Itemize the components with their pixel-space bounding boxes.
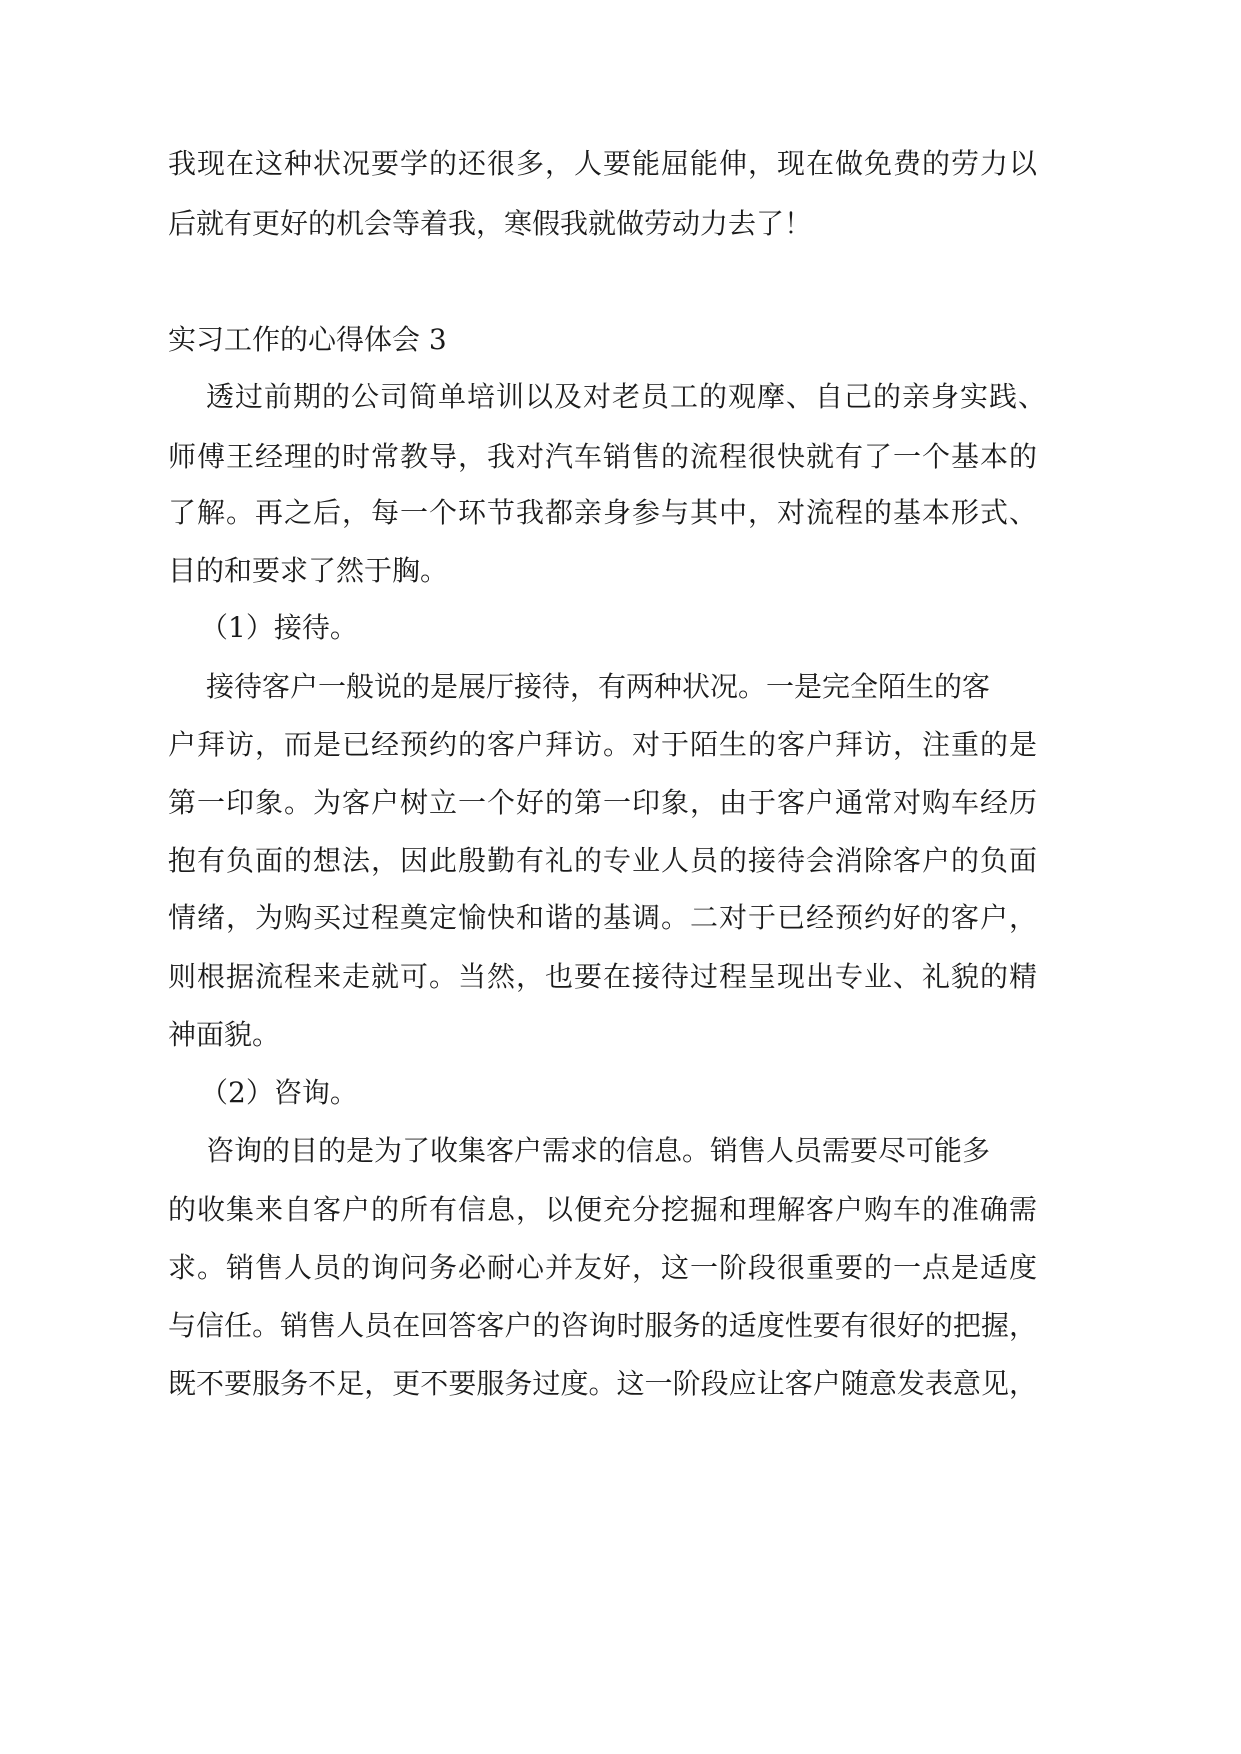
text-line: 后就有更好的机会等着我，寒假我就做劳动力去了！ (168, 207, 813, 240)
text-line: 户拜访，而是已经预约的客户拜访。对于陌生的客户拜访，注重的是 (168, 728, 1037, 761)
section-title: 实习工作的心得体会 3 (168, 323, 447, 356)
text-line: 情绪，为购买过程奠定愉快和谐的基调。二对于已经预约好的客户， (168, 901, 1037, 934)
text-line: 透过前期的公司简单培训以及对老员工的观摩、自己的亲身实践、 (206, 380, 1046, 413)
text-line: 目的和要求了然于胸。 (168, 554, 449, 587)
text-line: 我现在这种状况要学的还很多，人要能屈能伸，现在做免费的劳力以 (168, 147, 1037, 180)
text-line: 求。销售人员的询问务必耐心并友好，这一阶段很重要的一点是适度 (168, 1251, 1037, 1284)
text-line: 抱有负面的想法，因此殷勤有礼的专业人员的接待会消除客户的负面 (168, 844, 1037, 877)
text-line: 与信任。销售人员在回答客户的咨询时服务的适度性要有很好的把握， (168, 1309, 1037, 1342)
text-line: 了解。再之后，每一个环节我都亲身参与其中，对流程的基本形式、 (168, 496, 1037, 529)
text-line: 的收集来自客户的所有信息，以便充分挖掘和理解客户购车的准确需 (168, 1193, 1037, 1226)
text-line: 接待客户一般说的是展厅接待，有两种状况。一是完全陌生的客 (206, 670, 991, 703)
text-line: 第一印象。为客户树立一个好的第一印象，由于客户通常对购车经历 (168, 786, 1037, 819)
text-line: 神面貌。 (168, 1018, 281, 1051)
text-line: 咨询的目的是为了收集客户需求的信息。销售人员需要尽可能多 (206, 1134, 991, 1167)
item-heading-consult: （2）咨询。 (200, 1076, 358, 1109)
text-line: 则根据流程来走就可。当然，也要在接待过程呈现出专业、礼貌的精 (168, 960, 1037, 993)
text-line: 既不要服务不足，更不要服务过度。这一阶段应让客户随意发表意见， (168, 1367, 1037, 1400)
item-heading-reception: （1）接待。 (200, 611, 358, 644)
text-line: 师傅王经理的时常教导，我对汽车销售的流程很快就有了一个基本的 (168, 440, 1037, 473)
